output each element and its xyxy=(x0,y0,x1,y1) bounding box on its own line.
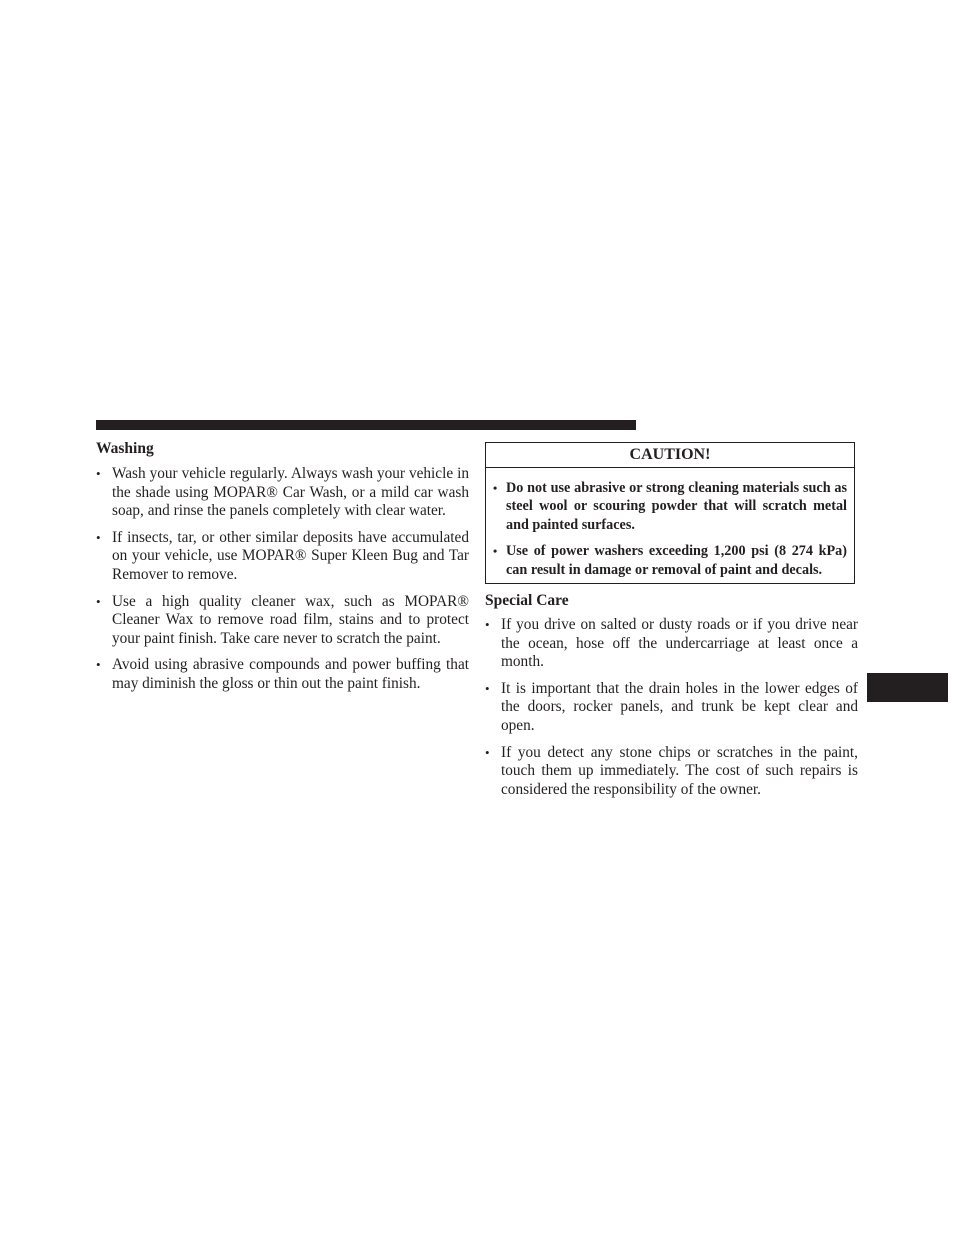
list-item: • It is important that the drain holes in the lower edges of the doors, rocker panels, and trunk be kept clear and open. xyxy=(485,680,858,736)
chapter-thumb-tab xyxy=(867,673,948,702)
washing-heading: Washing xyxy=(96,440,154,457)
section-header-bar xyxy=(96,420,636,430)
right-column xyxy=(485,438,858,799)
special-care-heading: Special Care xyxy=(485,592,569,610)
list-item: • Wash your vehicle regularly. Always wash your vehicle in the shade using MOPAR® Car Wash, or a mild car wash soap, and rinse the panels completely with clear water. xyxy=(96,465,469,521)
list-item: • If you drive on salted or dusty roads or if you drive near the ocean, hose off the undercarriage at least once a month. xyxy=(485,616,858,672)
left-column xyxy=(96,438,469,694)
caution-title: CAUTION! xyxy=(486,443,854,468)
list-item: • Do not use abrasive or strong cleaning materials such as steel wool or scouring powder that will scratch metal and painted surfaces. xyxy=(493,479,847,534)
special-care-list xyxy=(485,616,858,799)
list-item: • If you detect any stone chips or scratches in the paint, touch them up immediately. The cost of such repairs is considered the responsibility of the owner. xyxy=(485,744,858,800)
list-item: • If insects, tar, or other similar deposits have accumulated on your vehicle, use MOPAR® Super Kleen Bug and Tar Remover to remove. xyxy=(96,529,469,585)
caution-list xyxy=(486,473,854,583)
list-item: • Use of power washers exceeding 1,200 psi (8 274 kPa) can result in damage or removal of paint and decals. xyxy=(493,542,847,579)
list-item: • Avoid using abrasive compounds and power buffing that may diminish the gloss or thin out the paint finish. xyxy=(96,656,469,693)
washing-list xyxy=(96,465,469,694)
caution-box xyxy=(485,442,855,584)
list-item: • Use a high quality cleaner wax, such as MOPAR® Cleaner Wax to remove road film, stains and to protect your paint finish. Take care never to scratch the paint. xyxy=(96,593,469,649)
